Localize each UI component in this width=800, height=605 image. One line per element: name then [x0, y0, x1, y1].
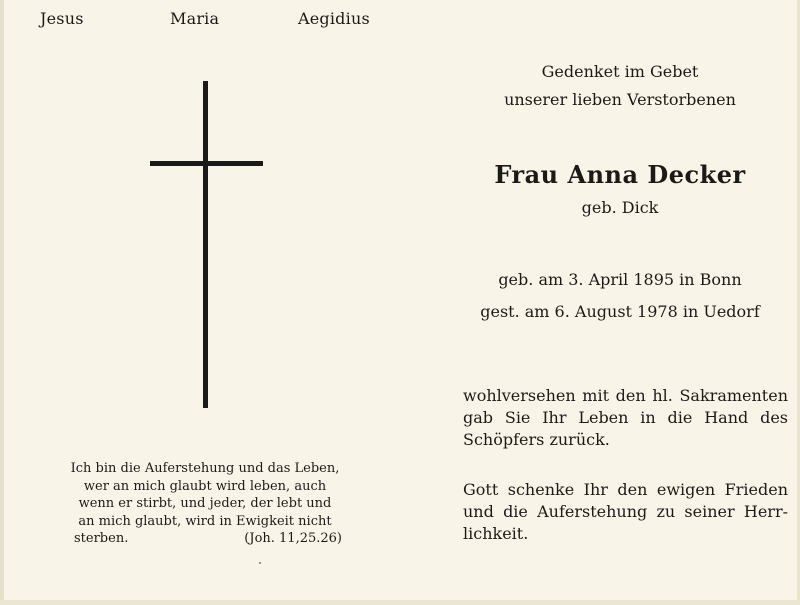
cross-icon-crossbar: [150, 161, 263, 166]
verse-reference: (Joh. 11,25.26): [244, 531, 342, 546]
paragraph-line: und die Auferstehung zu seiner Herr-: [463, 502, 788, 521]
paragraph-line: gab Sie Ihr Leben in die Hand des: [463, 408, 788, 427]
paragraph-prayer: [463, 479, 788, 545]
card-edge-bottom: [0, 600, 800, 605]
holy-name-aegidius: Aegidius: [298, 9, 370, 28]
verse-last-word: sterben.: [74, 531, 129, 546]
maiden-name: geb. Dick: [581, 198, 659, 217]
holy-name-jesus: Jesus: [40, 9, 84, 28]
paragraph-sacraments: [463, 385, 788, 451]
paragraph-line: lichkeit.: [463, 524, 529, 543]
bible-verse: [40, 460, 370, 548]
death-date: gest. am 6. August 1978 in Uedorf: [480, 302, 760, 321]
heading-line-2: unserer lieben Verstorbenen: [504, 90, 736, 109]
cross-icon: [203, 81, 208, 408]
deceased-name: Frau Anna Decker: [494, 160, 746, 189]
paragraph-line: Gott schenke Ihr den ewigen Frieden: [463, 480, 788, 499]
print-speck: [259, 562, 261, 564]
verse-line: Ich bin die Auferstehung und das Leben,: [70, 461, 340, 476]
verse-line: wenn er stirbt, und jeder, der lebt und: [78, 496, 332, 511]
holy-name-maria: Maria: [170, 9, 220, 28]
paragraph-line: Schöpfers zurück.: [463, 430, 610, 449]
verse-last-line: [40, 530, 370, 548]
paragraph-line: wohlversehen mit den hl. Sakramenten: [463, 386, 788, 405]
verse-line: an mich glaubt, wird in Ewigkeit nicht: [78, 513, 332, 529]
verse-line: wer an mich glaubt wird leben, auch: [83, 478, 327, 494]
heading-line-1: Gedenket im Gebet: [541, 62, 699, 81]
birth-date: geb. am 3. April 1895 in Bonn: [498, 270, 742, 289]
card-edge-left: [0, 0, 4, 605]
